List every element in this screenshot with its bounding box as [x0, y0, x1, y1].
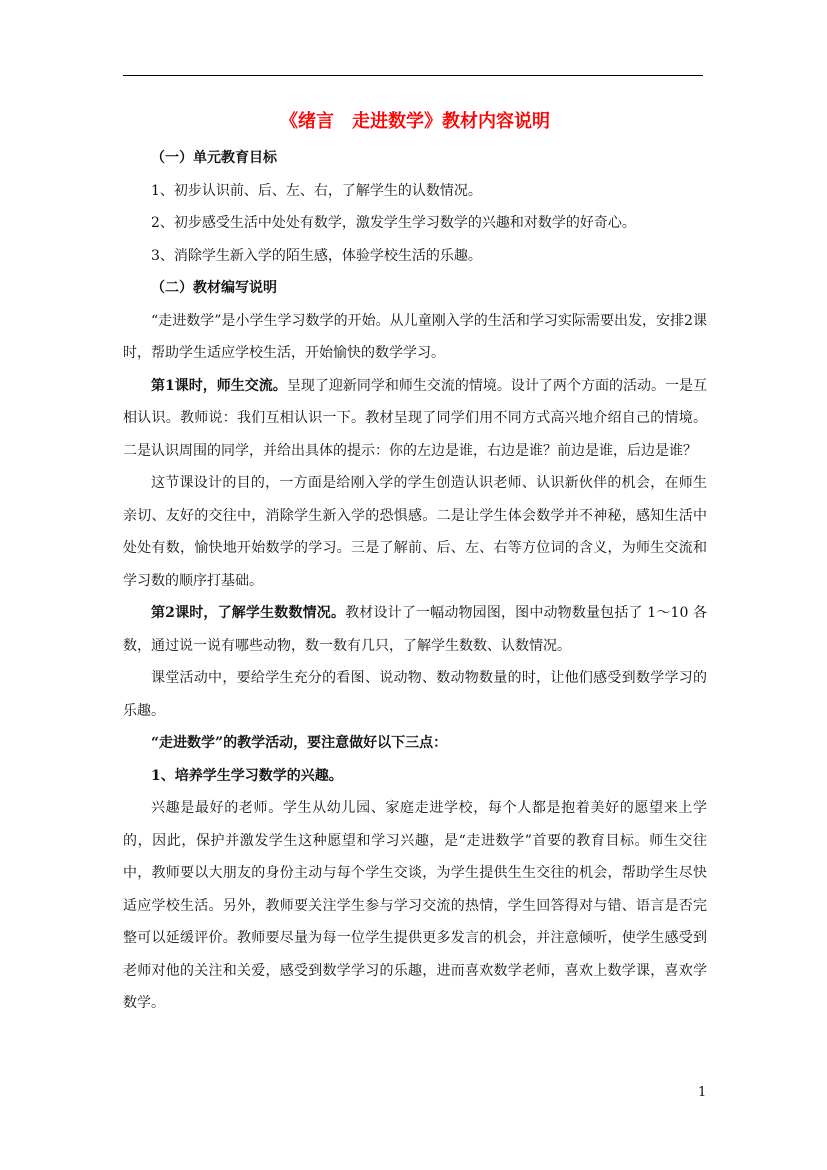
lesson2-paragraph [123, 597, 707, 662]
goal-item-1: 1、初步认识前、后、左、右，了解学生的认数情况。 [151, 182, 482, 199]
lesson2-lead: 第2课时，了解学生数数情况。 [151, 605, 346, 621]
lesson1-paragraph [123, 370, 707, 468]
lesson1-text: 呈现了迎新同学和师生交流的情境。设计了两个方面的活动。一是互相认识。教师说：我们互相认识一下。教材呈现了同学们用不同方式高兴地介绍自己的情境。二是认识周围的同学，并给出具体的提示：你的左边是谁，右边是谁？前边是谁，后边是谁？ [123, 377, 707, 459]
intro-paragraph: “走进数学”是小学生学习数学的开始。从儿童刚入学的生活和学习实际需要出发，安排2课时，帮助学生适应学校生活，开始愉快的数学学习。 [123, 312, 707, 361]
notes-heading: “走进数学”的教学活动，要注意做好以下三点： [151, 735, 448, 751]
goal-item-3: 3、消除学生新入学的陌生感，体验学校生活的乐趣。 [151, 247, 482, 264]
header-rule [123, 75, 703, 76]
point1-heading: 1、培养学生学习数学的兴趣。 [151, 767, 343, 784]
classroom-paragraph: 课堂活动中，要给学生充分的看图、说动物、数动物数量的时，让他们感受到数学学习的乐趣。 [123, 670, 707, 719]
page-number: 1 [698, 1085, 707, 1100]
section-heading-goals: （一）单元教育目标 [151, 150, 277, 166]
lesson1-lead: 第1课时，师生交流。 [151, 377, 287, 394]
section-heading-textbook: （二）教材编写说明 [151, 280, 277, 296]
interest-paragraph: 兴趣是最好的老师。学生从幼儿园、家庭走进学校，每个人都是抱着美好的愿望来上学的，因此，保护并激发学生这种愿望和学习兴趣，是“走进数学”首要的教育目标。师生交往中，教师要以大朋友的身份主动与每个学生交谈，为学生提供生生交往的机会，帮助学生尽快适应学校生活。另外，教师要关注学生参与学习交流的热情，学生回答得对与错、语言是否完整可以延缓评价。教师要尽量为每一位学生提供更多发言的机会，并注意倾听，使学生感受到老师对他的关注和关爱，感受到数学学习的乐趣，进而喜欢数学老师，喜欢上数学课，喜欢学数学。 [123, 800, 707, 1011]
document-title: 《绪言 走进数学》教材内容说明 [280, 111, 550, 132]
purpose-paragraph: 这节课设计的目的，一方面是给刚入学的学生创造认识老师、认识新伙伴的机会，在师生亲切、友好的交往中，消除学生新入学的恐惧感。二是让学生体会数学并不神秘，感知生活中处处有数，愉快地开始数学的学习。三是了解前、后、左、右等方位词的含义，为师生交流和学习数的顺序打基础。 [123, 475, 707, 589]
document-body [123, 108, 707, 1020]
lesson2-text: 教材设计了一幅动物园图，图中动物数量包括了 1～10 各数，通过说一说有哪些动物，数一数有几只，了解学生数数、认数情况。 [123, 605, 707, 654]
goal-item-2: 2、初步感受生活中处处有数学，激发学生学习数学的兴趣和对数学的好奇心。 [151, 215, 636, 231]
